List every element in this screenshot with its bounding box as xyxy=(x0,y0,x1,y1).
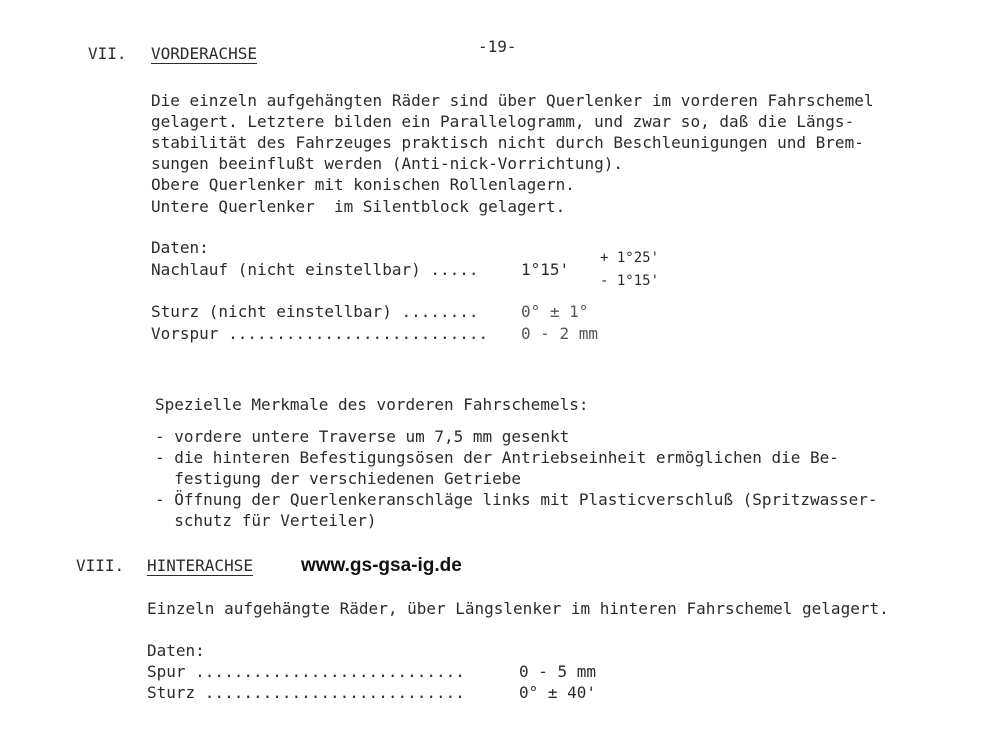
feature-item: festigung der verschiedenen Getriebe xyxy=(155,469,522,488)
vorspur-value: 0 - 2 mm xyxy=(521,324,599,343)
nachlauf-label: Nachlauf (nicht einstellbar) ..... xyxy=(151,260,479,279)
sturz-label: Sturz (nicht einstellbar) ........ xyxy=(151,302,479,321)
sturz-value: 0° ± 40' xyxy=(519,683,597,702)
feature-item: - vordere untere Traverse um 7,5 mm gesenkt xyxy=(155,427,570,446)
nachlauf-tolerance-minus: - 1°15' xyxy=(600,273,660,289)
vorspur-label: Vorspur ........................... xyxy=(151,324,489,343)
sturz-value: 0° ± 1° xyxy=(521,302,589,321)
page-number: -19- xyxy=(478,37,517,56)
paragraph-line: stabilität des Fahrzeuges praktisch nicht durch Beschleunigungen und Brem- xyxy=(151,133,864,152)
daten-label: Daten: xyxy=(151,238,209,257)
feature-item: - die hinteren Befestigungsösen der Antriebseinheit ermöglichen die Be- xyxy=(155,448,839,467)
daten-label: Daten: xyxy=(147,641,205,660)
nachlauf-tolerance-plus: + 1°25' xyxy=(600,250,660,266)
section-number-7: VII. xyxy=(88,44,127,63)
website-watermark: www.gs-gsa-ig.de xyxy=(301,555,462,576)
paragraph-line: Obere Querlenker mit konischen Rollenlagern. xyxy=(151,175,575,194)
paragraph-line: gelagert. Letztere bilden ein Parallelogramm, und zwar so, daß die Längs- xyxy=(151,112,855,131)
feature-item: - Öffnung der Querlenkeranschläge links mit Plasticverschluß (Spritzwasser- xyxy=(155,490,878,509)
paragraph-line: sungen beeinflußt werden (Anti-nick-Vorrichtung). xyxy=(151,154,624,173)
sturz-label: Sturz ........................... xyxy=(147,683,465,702)
paragraph-line: Einzeln aufgehängte Räder, über Längslenker im hinteren Fahrschemel gelagert. xyxy=(147,599,889,618)
features-title: Spezielle Merkmale des vorderen Fahrschemels: xyxy=(155,395,589,414)
paragraph-line: Die einzeln aufgehängten Räder sind über Querlenker im vorderen Fahrschemel xyxy=(151,91,874,110)
spur-value: 0 - 5 mm xyxy=(519,662,597,681)
paragraph-line: Untere Querlenker im Silentblock gelagert. xyxy=(151,197,566,216)
section-title-hinterachse: HINTERACHSE xyxy=(147,556,253,575)
nachlauf-value: 1°15' xyxy=(521,260,570,279)
feature-item: schutz für Verteiler) xyxy=(155,511,377,530)
spur-label: Spur ............................ xyxy=(147,662,465,681)
section-title-vorderachse: VORDERACHSE xyxy=(151,44,257,63)
section-number-8: VIII. xyxy=(76,556,125,575)
